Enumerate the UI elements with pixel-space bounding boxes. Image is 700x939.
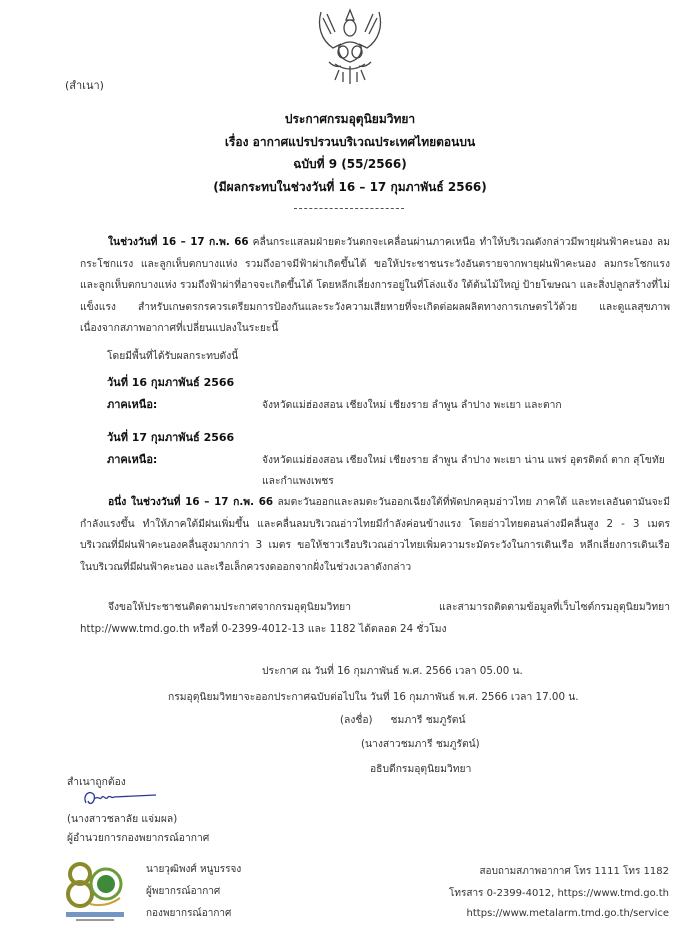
signature-line bbox=[340, 711, 466, 728]
forecaster-name: นายวุฒิพงศ์ หนูบรรจง bbox=[146, 864, 242, 875]
paragraph-body: จึงขอให้ประชาชนติดตามประกาศจากกรมอุตุนิยมวิทยา และสามารถติดตามข้อมูลที่เว็บไซต์กรมอุตุนิยมวิทยา http://www.tmd.go.th หรือที่ 0-2399-4012-13 และ 1182 ได้ตลอด 24 ชั่วโมง bbox=[80, 601, 670, 635]
paragraph-lead: ในช่วงวันที่ 16 – 17 ก.พ. 66 bbox=[108, 236, 249, 248]
signed-label: (ลงชื่อ) bbox=[340, 714, 373, 726]
certifier-position: ผู้อำนวยการกองพยากรณ์อากาศ bbox=[67, 832, 210, 844]
announcement-effective-period: (มีผลกระทบในช่วงวันที่ 16 – 17 กุมภาพันธ์ 2566) bbox=[213, 180, 487, 194]
paragraph-weather-warning bbox=[80, 232, 670, 340]
garuda-emblem-icon bbox=[313, 4, 387, 86]
affected-day-2-date: วันที่ 17 กุมภาพันธ์ 2566 bbox=[107, 431, 235, 444]
certifier-name: (นางสาวชลาลัย แจ่มผล) bbox=[67, 813, 178, 825]
certified-copy-label: สำเนาถูกต้อง bbox=[67, 776, 126, 788]
announcement-title: ประกาศกรมอุตุนิยมวิทยา bbox=[284, 112, 416, 126]
title-divider bbox=[294, 208, 404, 209]
paragraph-lead: อนึ่ง ในช่วงวันที่ 16 – 17 ก.พ. 66 bbox=[108, 496, 274, 508]
affected-day-1-region: ภาคเหนือ: bbox=[107, 398, 158, 411]
affected-day-1-provinces: จังหวัดแม่ฮ่องสอน เชียงใหม่ เชียงราย ลำพูน ลำปาง พะเยา และตาก bbox=[262, 399, 562, 411]
affected-day-2-region: ภาคเหนือ: bbox=[107, 453, 158, 466]
affected-day-2-provinces: จังหวัดแม่ฮ่องสอน เชียงใหม่ เชียงราย ลำพูน ลำปาง พะเยา น่าน แพร่ อุตรดิตถ์ ตาก สุโขทัย และกำแพงเพชร bbox=[262, 454, 665, 487]
paragraph-body: ลมตะวันออกและลมตะวันออกเฉียงใต้ที่พัดปกคลุมอ่าวไทย ภาคใต้ และทะเลอันดามันจะมีกำลังแรงขึ้น ทำให้ภาคใต้มีฝนเพิ่มขึ้น และคลื่นลมบริเวณอ่าวไทยมีกำลังค่อนข้างแรง โดยอ่าวไทยตอนล่างมีคลื่นสูง 2 - 3 เมตร บริเวณที่มีฝนฟ้าคะนองคลื่นสูงมากกว่า 3 เมตร ขอให้ชาวเรือบริเวณอ่าวไทยเพิ่มความระมัดระวังในการเดินเรือ หลีกเลี่ยงการเดินเรือในบริเวณที่มีฝนฟ้าคะนอง และเรือเล็กควรงดออกจากฝั่งในช่วงเวลาดังกล่าว bbox=[80, 496, 670, 573]
handwritten-signature-icon bbox=[80, 785, 160, 811]
forecaster-title: ผู้พยากรณ์อากาศ bbox=[146, 886, 221, 897]
contact-fax-website: โทรสาร 0-2399-4012, https://www.tmd.go.th bbox=[449, 888, 669, 899]
forecaster-division: กองพยากรณ์อากาศ bbox=[146, 908, 232, 919]
announcement-issue-number: ฉบับที่ 9 (55/2566) bbox=[293, 157, 407, 171]
signed-name: ชมภารี ชมภูรัตน์ bbox=[390, 714, 466, 726]
announced-at: ประกาศ ณ วันที่ 16 กุมภาพันธ์ พ.ศ. 2566 เวลา 05.00 น. bbox=[262, 665, 523, 677]
copy-label: (สำเนา) bbox=[65, 79, 104, 92]
paragraph-follow-updates bbox=[80, 597, 670, 640]
paragraph-body: คลื่นกระแสลมฝ่ายตะวันตกจะเคลื่อนผ่านภาคเหนือ ทำให้บริเวณดังกล่าวมีพายุฝนฟ้าคะนอง ลมกระโชกแรง และลูกเห็บตกบางแห่ง รวมถึงอาจมีฟ้าผ่าเกิดขึ้นได้ ขอให้ประชาชนระวังอันตรายจากพายุฝนฟ้าคะนอง ลมกระโชกแรง และลูกเห็บตกบางแห่ง รวมถึงฟ้าผ่าที่อาจจะเกิดขึ้นได้ โดยหลีกเลี่ยงการอยู่ในที่โล่งแจ้ง ใต้ต้นไม้ใหญ่ ป้ายโฆษณา และสิ่งปลูกสร้างที่ไม่แข็งแรง สำหรับเกษตรกรควรเตรียมการป้องกันและระวังความเสียหายที่จะเกิดต่อผลผลิตทางการเกษตรไว้ด้วย และดูแลสุขภาพเนื่องจากสภาพอากาศที่เปลี่ยนแปลงในระยะนี้ bbox=[80, 236, 670, 334]
contact-phone: สอบถามสภาพอากาศ โทร 1111 โทร 1182 bbox=[479, 866, 669, 877]
affected-areas-intro: โดยมีพื้นที่ได้รับผลกระทบดังนี้ bbox=[107, 350, 239, 362]
tmd-80th-logo-icon bbox=[60, 858, 130, 924]
paragraph-marine-warning bbox=[80, 492, 670, 578]
next-issue-notice: กรมอุตุนิยมวิทยาจะออกประกาศฉบับต่อไปใน วันที่ 16 กุมภาพันธ์ พ.ศ. 2566 เวลา 17.00 น. bbox=[168, 691, 579, 703]
signer-full-name: (นางสาวชมภารี ชมภูรัตน์) bbox=[361, 738, 480, 750]
signer-position: อธิบดีกรมอุตุนิยมวิทยา bbox=[370, 763, 472, 775]
metalarm-link[interactable]: https://www.metalarm.tmd.go.th/service bbox=[466, 908, 669, 919]
affected-day-1-date: วันที่ 16 กุมภาพันธ์ 2566 bbox=[107, 376, 235, 389]
announcement-subject: เรื่อง อากาศแปรปรวนบริเวณประเทศไทยตอนบน bbox=[224, 135, 476, 149]
